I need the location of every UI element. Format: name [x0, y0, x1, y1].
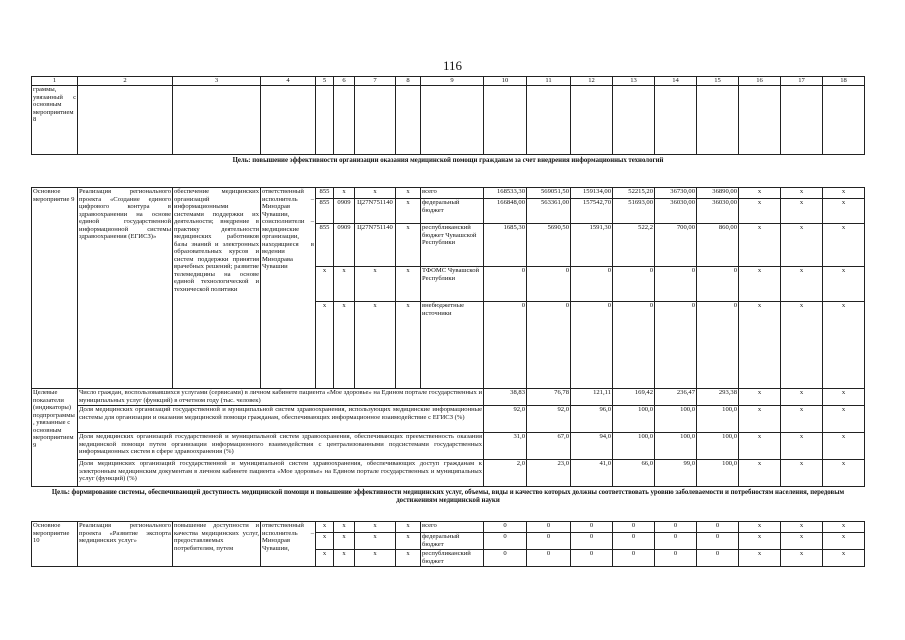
- indicator-value-cell: x: [739, 460, 781, 487]
- empty-cell: [823, 86, 865, 155]
- empty-cell: [697, 86, 739, 155]
- amount-cell: 168533,30: [484, 188, 527, 199]
- indicator-value-cell: 121,11: [571, 389, 613, 406]
- indicator-value-cell: 41,0: [571, 460, 613, 487]
- column-number-cell: 6: [334, 77, 355, 86]
- column-number-cell: 16: [739, 77, 781, 86]
- continuation-row: [32, 86, 865, 155]
- column-number-cell: 13: [613, 77, 655, 86]
- indicator-value-cell: 66,0: [613, 460, 655, 487]
- amount-cell: 0: [613, 550, 655, 567]
- amount-cell: x: [823, 188, 865, 199]
- responsible-executor-cell: ответственный исполнитель – Минздрав Чувашии, соисполнители – медицинские организации, находящиеся в ведении Минздрава Чувашии: [261, 188, 316, 389]
- column-number-cell: 10: [484, 77, 527, 86]
- amount-cell: 0: [527, 550, 571, 567]
- amount-cell: 0: [697, 533, 739, 550]
- amount-cell: 569051,50: [527, 188, 571, 199]
- indicator-value-cell: 100,0: [613, 433, 655, 460]
- amount-cell: 36030,00: [655, 199, 697, 224]
- section-code-cell: x: [334, 522, 355, 533]
- funding-source-cell: всего: [421, 522, 484, 533]
- target-article-cell: x: [355, 302, 396, 389]
- column-number-cell: 15: [697, 77, 739, 86]
- measure-name-cell: Основное мероприятие 9: [32, 188, 78, 389]
- section-code-cell: x: [334, 550, 355, 567]
- indicator-value-cell: 99,0: [655, 460, 697, 487]
- target-indicator-row: [32, 433, 865, 460]
- amount-cell: x: [823, 199, 865, 224]
- indicator-value-cell: 100,0: [655, 406, 697, 433]
- indicator-value-cell: x: [781, 433, 823, 460]
- amount-cell: x: [823, 533, 865, 550]
- measure-name-cell: Основное мероприятие 10: [32, 522, 78, 567]
- amount-cell: 563361,00: [527, 199, 571, 224]
- amount-cell: 159134,00: [571, 188, 613, 199]
- continuation-label-cell: граммы, увязанный с основным мероприятием 8: [32, 86, 78, 155]
- target-indicator-row: [32, 406, 865, 433]
- target-indicator-row: [32, 389, 865, 406]
- amount-cell: x: [739, 188, 781, 199]
- amount-cell: x: [781, 188, 823, 199]
- funding-source-cell: республиканский бюджет Чувашской Республики: [421, 224, 484, 267]
- empty-cell: [355, 86, 396, 155]
- empty-cell: [261, 86, 316, 155]
- funding-source-cell: федеральный бюджет: [421, 199, 484, 224]
- section-code-cell: x: [334, 302, 355, 389]
- grbs-code-cell: x: [316, 267, 334, 302]
- amount-cell: 0: [527, 522, 571, 533]
- column-number-cell: 11: [527, 77, 571, 86]
- goal-row: [32, 155, 865, 188]
- funding-source-cell: внебюджетные источники: [421, 302, 484, 389]
- amount-cell: 1685,30: [484, 224, 527, 267]
- indicator-text-cell: Доля медицинских организаций государственной и муниципальной систем здравоохранения, обеспечивающих доступ гражданам к электронным медицинским документам в личном кабинете пациента «Мое здоровье» на Едином портале государственных и муниципальных услуг (функций) (%): [78, 460, 484, 487]
- amount-cell: x: [739, 267, 781, 302]
- amount-cell: 0: [484, 550, 527, 567]
- indicator-value-cell: x: [823, 460, 865, 487]
- target-article-cell: x: [355, 522, 396, 533]
- amount-cell: 166848,00: [484, 199, 527, 224]
- amount-cell: 0: [697, 550, 739, 567]
- amount-cell: 0: [697, 302, 739, 389]
- amount-cell: 0: [571, 267, 613, 302]
- column-number-row: [32, 77, 865, 86]
- amount-cell: x: [823, 302, 865, 389]
- amount-cell: x: [823, 550, 865, 567]
- column-number-cell: 9: [421, 77, 484, 86]
- target-article-cell: x: [355, 267, 396, 302]
- amount-cell: x: [781, 522, 823, 533]
- target-article-cell: x: [355, 533, 396, 550]
- amount-cell: x: [739, 522, 781, 533]
- indicator-value-cell: 92,0: [484, 406, 527, 433]
- section-code-cell: 0909: [334, 224, 355, 267]
- indicator-value-cell: 38,83: [484, 389, 527, 406]
- amount-cell: 0: [655, 267, 697, 302]
- amount-cell: 0: [484, 533, 527, 550]
- grbs-code-cell: x: [316, 550, 334, 567]
- amount-cell: 0: [697, 267, 739, 302]
- column-number-cell: 18: [823, 77, 865, 86]
- amount-cell: x: [823, 267, 865, 302]
- indicator-text-cell: Доля медицинских организаций государственной и муниципальной систем здравоохранения, обеспечивающих преемственность оказания медицинской помощи путем организации информационного взаимодействия с централизованными подсистемами государственных информационных систем в сфере здравоохранения (%): [78, 433, 484, 460]
- empty-cell: [484, 86, 527, 155]
- amount-cell: 700,00: [655, 224, 697, 267]
- amount-cell: 0: [613, 267, 655, 302]
- expense-type-cell: x: [396, 267, 421, 302]
- amount-cell: 0: [655, 522, 697, 533]
- budget-table: [31, 76, 865, 567]
- expense-type-cell: x: [396, 188, 421, 199]
- indicator-value-cell: x: [823, 389, 865, 406]
- indicator-value-cell: 76,78: [527, 389, 571, 406]
- indicator-text-cell: Доля медицинских организаций государственной и муниципальной систем здравоохранения, использующих медицинские информационные системы для организации и оказания медицинской помощи гражданам, обеспечивающих информационное взаимодействие с ЕГИСЗ (%): [78, 406, 484, 433]
- amount-cell: x: [781, 199, 823, 224]
- indicator-value-cell: x: [781, 406, 823, 433]
- amount-cell: 52215,20: [613, 188, 655, 199]
- amount-cell: 0: [527, 267, 571, 302]
- empty-cell: [571, 86, 613, 155]
- expense-type-cell: x: [396, 199, 421, 224]
- amount-cell: x: [739, 550, 781, 567]
- amount-cell: x: [781, 550, 823, 567]
- indicator-value-cell: x: [739, 389, 781, 406]
- amount-cell: 36730,00: [655, 188, 697, 199]
- amount-cell: 36890,00: [697, 188, 739, 199]
- grbs-code-cell: x: [316, 533, 334, 550]
- amount-cell: 0: [527, 302, 571, 389]
- grbs-code-cell: x: [316, 522, 334, 533]
- target-article-cell: x: [355, 550, 396, 567]
- expense-type-cell: x: [396, 302, 421, 389]
- amount-cell: 0: [613, 302, 655, 389]
- indicator-value-cell: x: [823, 433, 865, 460]
- indicator-value-cell: 2,0: [484, 460, 527, 487]
- amount-cell: 860,00: [697, 224, 739, 267]
- funding-source-cell: ТФОМС Чувашской Республики: [421, 267, 484, 302]
- grbs-code-cell: 855: [316, 224, 334, 267]
- amount-cell: 157542,70: [571, 199, 613, 224]
- indicator-value-cell: x: [781, 389, 823, 406]
- section-code-cell: 0909: [334, 199, 355, 224]
- goal-row: [32, 487, 865, 522]
- amount-cell: 0: [571, 550, 613, 567]
- empty-cell: [421, 86, 484, 155]
- amount-cell: 0: [613, 533, 655, 550]
- amount-cell: 0: [655, 550, 697, 567]
- column-number-cell: 5: [316, 77, 334, 86]
- column-number-cell: 14: [655, 77, 697, 86]
- empty-cell: [396, 86, 421, 155]
- column-number-cell: 4: [261, 77, 316, 86]
- indicator-value-cell: 293,38: [697, 389, 739, 406]
- amount-cell: 5690,50: [527, 224, 571, 267]
- amount-cell: 0: [484, 302, 527, 389]
- indicator-value-cell: 100,0: [697, 433, 739, 460]
- empty-cell: [173, 86, 261, 155]
- amount-cell: x: [739, 199, 781, 224]
- funding-source-cell: всего: [421, 188, 484, 199]
- grbs-code-cell: 855: [316, 188, 334, 199]
- amount-cell: 0: [613, 522, 655, 533]
- goal-heading: Цель: повышение эффективности организации оказания медицинской помощи гражданам за счет внедрения информационных технологий: [232, 157, 664, 164]
- empty-cell: [316, 86, 334, 155]
- indicator-value-cell: 94,0: [571, 433, 613, 460]
- indicator-value-cell: 236,47: [655, 389, 697, 406]
- empty-cell: [739, 86, 781, 155]
- amount-cell: 51693,00: [613, 199, 655, 224]
- goal-heading: Цель: формирование системы, обеспечивающей доступность медицинской помощи и повышение эффективности медицинских услуг, объемы, виды и качество которых должны соответствовать уровню заболеваемости и потребностям населения, передовым достижениям медицинской науки: [51, 489, 845, 504]
- amount-cell: 0: [571, 533, 613, 550]
- column-number-cell: 2: [78, 77, 173, 86]
- amount-cell: x: [739, 302, 781, 389]
- amount-cell: x: [781, 267, 823, 302]
- amount-cell: 36030,00: [697, 199, 739, 224]
- target-article-cell: Ц27N751140: [355, 199, 396, 224]
- project-name-cell: Реализация регионального проекта «Развитие экспорта медицинских услуг»: [78, 522, 173, 567]
- page-number: 116: [442, 58, 463, 73]
- indicator-value-cell: x: [739, 433, 781, 460]
- indicator-value-cell: 169,42: [613, 389, 655, 406]
- target-indicator-row: [32, 460, 865, 487]
- amount-cell: 1591,30: [571, 224, 613, 267]
- indicator-value-cell: 100,0: [697, 406, 739, 433]
- amount-cell: 0: [484, 267, 527, 302]
- grbs-code-cell: x: [316, 302, 334, 389]
- section-code-cell: x: [334, 188, 355, 199]
- amount-cell: x: [739, 533, 781, 550]
- empty-cell: [655, 86, 697, 155]
- target-article-cell: x: [355, 188, 396, 199]
- amount-cell: 0: [484, 522, 527, 533]
- indicator-value-cell: 96,0: [571, 406, 613, 433]
- section-code-cell: x: [334, 533, 355, 550]
- indicator-value-cell: 92,0: [527, 406, 571, 433]
- empty-cell: [527, 86, 571, 155]
- amount-cell: 522,2: [613, 224, 655, 267]
- column-number-cell: 7: [355, 77, 396, 86]
- indicator-value-cell: 31,0: [484, 433, 527, 460]
- amount-cell: x: [781, 224, 823, 267]
- indicator-text-cell: Число граждан, воспользовавшихся услугами (сервисами) в личном кабинете пациента «Мое здоровье» на Едином портале государственных и муниципальных услуг (функций) в отчетном году (тыс. человек): [79, 389, 482, 404]
- amount-cell: x: [781, 533, 823, 550]
- amount-cell: 0: [571, 302, 613, 389]
- expense-type-cell: x: [396, 550, 421, 567]
- amount-cell: x: [781, 302, 823, 389]
- measure-description-cell: повышение доступности и качества медицинских услуг, предоставляемых потребителям, путем: [173, 522, 261, 567]
- amount-cell: 0: [697, 522, 739, 533]
- amount-cell: 0: [655, 533, 697, 550]
- column-number-cell: 8: [396, 77, 421, 86]
- amount-cell: x: [823, 522, 865, 533]
- measure-description-cell: обеспечение медицинских организаций информационными системами поддержки их деятельности; внедрение в практику деятельности медицинских работников базы знаний и электронных образовательных курсов и систем поддержки принятия врачебных решений; развитие телемедицины на основе единой технологической и технической политики: [173, 188, 261, 389]
- measure9-row: [32, 188, 865, 199]
- amount-cell: 0: [655, 302, 697, 389]
- column-number-cell: 12: [571, 77, 613, 86]
- indicator-value-cell: x: [739, 406, 781, 433]
- amount-cell: 0: [571, 522, 613, 533]
- funding-source-cell: федеральный бюджет: [421, 533, 484, 550]
- indicator-value-cell: 100,0: [655, 433, 697, 460]
- section-code-cell: x: [334, 267, 355, 302]
- column-number-cell: 3: [173, 77, 261, 86]
- indicator-value-cell: x: [781, 460, 823, 487]
- empty-cell: [781, 86, 823, 155]
- empty-cell: [613, 86, 655, 155]
- expense-type-cell: x: [396, 533, 421, 550]
- measure10-row: [32, 522, 865, 533]
- funding-source-cell: республиканский бюджет: [421, 550, 484, 567]
- amount-cell: x: [823, 224, 865, 267]
- column-number-cell: 1: [32, 77, 78, 86]
- target-article-cell: Ц27N751140: [355, 224, 396, 267]
- project-name-cell: Реализация регионального проекта «Создание единого цифрового контура в здравоохранении на основе единой государственной информационной системы здравоохранения (ЕГИСЗ)»: [78, 188, 173, 389]
- target-label-cell: Целевые показатели (индикаторы) подпрограммы, увязанные с основным мероприятием 9: [32, 389, 78, 487]
- indicator-value-cell: 100,0: [697, 460, 739, 487]
- expense-type-cell: x: [396, 224, 421, 267]
- empty-cell: [78, 86, 173, 155]
- grbs-code-cell: 855: [316, 199, 334, 224]
- indicator-value-cell: 100,0: [613, 406, 655, 433]
- indicator-value-cell: 67,0: [527, 433, 571, 460]
- empty-cell: [334, 86, 355, 155]
- responsible-executor-cell: ответственный исполнитель – Минздрав Чувашии,: [261, 522, 316, 567]
- expense-type-cell: x: [396, 522, 421, 533]
- amount-cell: 0: [527, 533, 571, 550]
- amount-cell: x: [739, 224, 781, 267]
- indicator-value-cell: x: [823, 406, 865, 433]
- column-number-cell: 17: [781, 77, 823, 86]
- indicator-value-cell: 23,0: [527, 460, 571, 487]
